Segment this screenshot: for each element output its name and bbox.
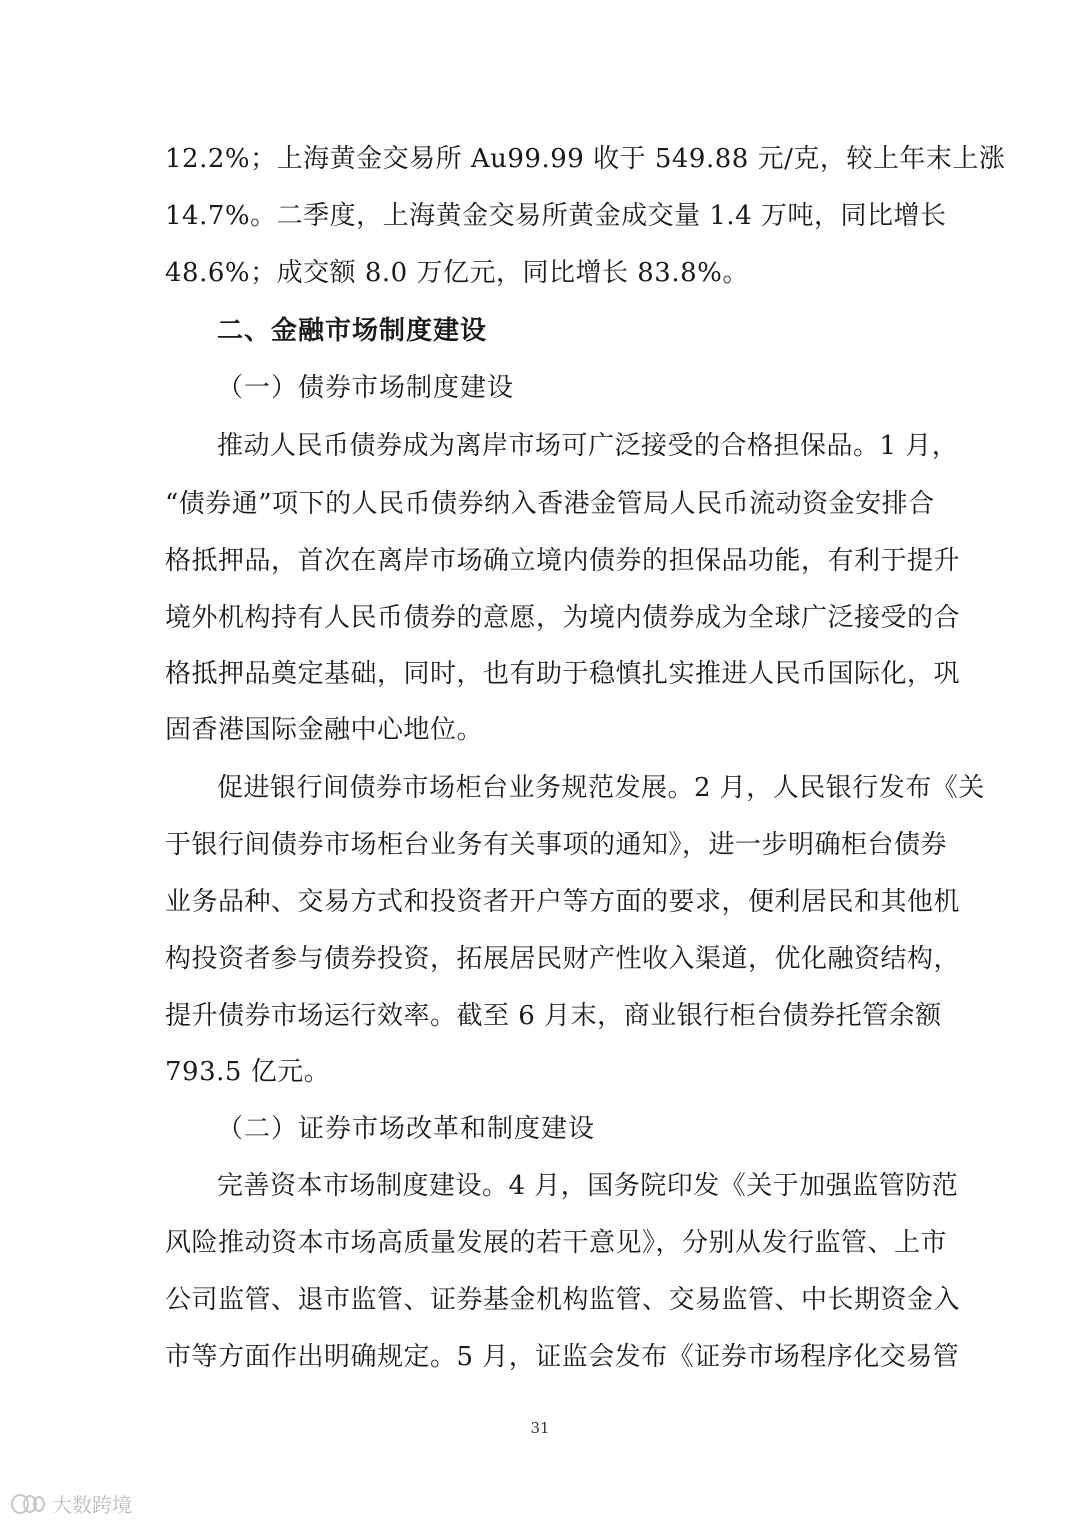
text-line: 48.6%；成交额 8.0 万亿元，同比增长 83.8%。 (165, 258, 749, 288)
subsection-heading: （一）债券市场制度建设 (217, 373, 515, 403)
text-line: 构投资者参与债券投资，拓展居民财产性收入渠道，优化融资结构， (165, 944, 961, 974)
subsection-heading: （二）证券市场改革和制度建设 (217, 1114, 596, 1144)
text-line: 推动人民币债券成为离岸市场可广泛接受的合格担保品。1 月， (217, 431, 959, 461)
text-line: 格抵押品奠定基础，同时，也有助于稳慎扎实推进人民币国际化，巩 (165, 659, 961, 689)
section-heading: 二、金融市场制度建设 (217, 316, 488, 346)
watermark (10, 1488, 132, 1518)
page-number: 31 (530, 1419, 550, 1437)
text-line: 公司监管、退市监管、证券基金机构监管、交易监管、中长期资金入 (165, 1285, 961, 1315)
watermark-text: 大数跨境 (52, 1492, 132, 1517)
text-line: 促进银行间债券市场柜台业务规范发展。2 月，人民银行发布《关 (217, 773, 985, 803)
text-line: 业务品种、交易方式和投资者开户等方面的要求，便利居民和其他机 (165, 887, 961, 917)
text-line: 市等方面作出明确规定。5 月，证监会发布《证券市场程序化交易管 (165, 1342, 960, 1372)
text-line: 完善资本市场制度建设。4 月，国务院印发《关于加强监管防范 (217, 1171, 959, 1201)
text-line: 格抵押品，首次在离岸市场确立境内债券的担保品功能，有利于提升 (165, 546, 961, 576)
text-line: “债券通”项下的人民币债券纳入香港金管局人民币流动资金安排合 (165, 489, 935, 519)
text-line: 793.5 亿元。 (165, 1057, 331, 1087)
text-line: 境外机构持有人民币债券的意愿，为境内债券成为全球广泛接受的合 (165, 603, 961, 633)
text-line: 风险推动资本市场高质量发展的若干意见》，分别从发行监管、上市 (165, 1228, 948, 1258)
text-line: 提升债券市场运行效率。截至 6 月末，商业银行柜台债券托管余额 (165, 1001, 942, 1031)
watermark-logo-icon (10, 1490, 46, 1516)
text-line: 14.7%。二季度，上海黄金交易所黄金成交量 1.4 万吨，同比增长 (165, 201, 947, 231)
text-line: 12.2%；上海黄金交易所 Au99.99 收于 549.88 元/克，较上年末上涨 (165, 144, 1006, 174)
text-line: 固香港国际金融中心地位。 (165, 715, 484, 745)
text-line: 于银行间债券市场柜台业务有关事项的通知》，进一步明确柜台债券 (165, 830, 948, 860)
